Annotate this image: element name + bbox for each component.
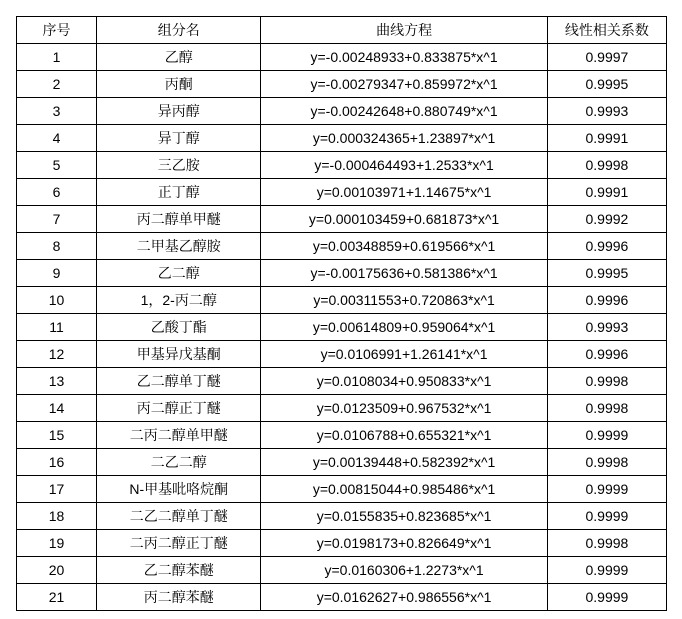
cell-index: 9 (17, 260, 97, 287)
table-row (17, 71, 667, 98)
cell-index: 10 (17, 287, 97, 314)
cell-correlation: 0.9993 (547, 314, 666, 341)
cell-correlation: 0.9999 (547, 584, 666, 611)
cell-index: 6 (17, 179, 97, 206)
cell-equation: y=0.00103971+1.14675*x^1 (261, 179, 547, 206)
cell-index: 15 (17, 422, 97, 449)
cell-component: 二丙二醇正丁醚 (97, 530, 261, 557)
cell-correlation: 0.9999 (547, 503, 666, 530)
cell-correlation: 0.9997 (547, 44, 666, 71)
table-row (17, 503, 667, 530)
cell-correlation: 0.9999 (547, 422, 666, 449)
cell-correlation: 0.9996 (547, 341, 666, 368)
cell-equation: y=0.00311553+0.720863*x^1 (261, 287, 547, 314)
cell-component: 甲基异戊基酮 (97, 341, 261, 368)
cell-correlation: 0.9995 (547, 260, 666, 287)
cell-index: 2 (17, 71, 97, 98)
cell-equation: y=0.00815044+0.985486*x^1 (261, 476, 547, 503)
cell-index: 21 (17, 584, 97, 611)
header-index: 序号 (17, 17, 97, 44)
cell-equation: y=0.0123509+0.967532*x^1 (261, 395, 547, 422)
cell-index: 8 (17, 233, 97, 260)
cell-index: 4 (17, 125, 97, 152)
cell-correlation: 0.9998 (547, 368, 666, 395)
cell-equation: y=0.00614809+0.959064*x^1 (261, 314, 547, 341)
cell-index: 7 (17, 206, 97, 233)
table-row (17, 125, 667, 152)
cell-equation: y=0.000103459+0.681873*x^1 (261, 206, 547, 233)
cell-index: 17 (17, 476, 97, 503)
cell-index: 19 (17, 530, 97, 557)
cell-equation: y=-0.000464493+1.2533*x^1 (261, 152, 547, 179)
table-row (17, 179, 667, 206)
cell-correlation: 0.9996 (547, 287, 666, 314)
table-row (17, 476, 667, 503)
header-row (17, 17, 667, 44)
table-row (17, 341, 667, 368)
cell-equation: y=0.0162627+0.986556*x^1 (261, 584, 547, 611)
cell-equation: y=-0.00279347+0.859972*x^1 (261, 71, 547, 98)
cell-component: 1，2-丙二醇 (97, 287, 261, 314)
cell-component: 异丁醇 (97, 125, 261, 152)
cell-index: 3 (17, 98, 97, 125)
table-row (17, 584, 667, 611)
header-component: 组分名 (97, 17, 261, 44)
cell-component: 乙二醇 (97, 260, 261, 287)
table-row (17, 287, 667, 314)
cell-correlation: 0.9999 (547, 557, 666, 584)
cell-index: 18 (17, 503, 97, 530)
cell-component: 三乙胺 (97, 152, 261, 179)
table-row (17, 314, 667, 341)
cell-equation: y=0.0106991+1.26141*x^1 (261, 341, 547, 368)
cell-component: 正丁醇 (97, 179, 261, 206)
cell-index: 13 (17, 368, 97, 395)
cell-equation: y=0.000324365+1.23897*x^1 (261, 125, 547, 152)
cell-component: 乙二醇苯醚 (97, 557, 261, 584)
table-row (17, 206, 667, 233)
cell-correlation: 0.9995 (547, 71, 666, 98)
cell-component: 丙酮 (97, 71, 261, 98)
calibration-table (16, 16, 667, 611)
cell-equation: y=0.00348859+0.619566*x^1 (261, 233, 547, 260)
cell-equation: y=0.00139448+0.582392*x^1 (261, 449, 547, 476)
cell-component: N-甲基吡咯烷酮 (97, 476, 261, 503)
table-body (17, 44, 667, 611)
header-correlation: 线性相关系数 (547, 17, 666, 44)
cell-component: 乙酸丁酯 (97, 314, 261, 341)
cell-equation: y=0.0155835+0.823685*x^1 (261, 503, 547, 530)
table-row (17, 260, 667, 287)
cell-index: 11 (17, 314, 97, 341)
cell-component: 二乙二醇 (97, 449, 261, 476)
table-row (17, 395, 667, 422)
cell-correlation: 0.9991 (547, 125, 666, 152)
cell-equation: y=-0.00175636+0.581386*x^1 (261, 260, 547, 287)
table-row (17, 449, 667, 476)
table-row (17, 530, 667, 557)
cell-index: 1 (17, 44, 97, 71)
table-row (17, 98, 667, 125)
cell-equation: y=-0.00248933+0.833875*x^1 (261, 44, 547, 71)
cell-equation: y=0.0108034+0.950833*x^1 (261, 368, 547, 395)
cell-index: 12 (17, 341, 97, 368)
cell-correlation: 0.9998 (547, 395, 666, 422)
table-row (17, 233, 667, 260)
table-row (17, 44, 667, 71)
cell-correlation: 0.9991 (547, 179, 666, 206)
cell-correlation: 0.9998 (547, 152, 666, 179)
header-equation: 曲线方程 (261, 17, 547, 44)
cell-component: 丙二醇苯醚 (97, 584, 261, 611)
cell-correlation: 0.9998 (547, 530, 666, 557)
table-row (17, 152, 667, 179)
cell-index: 16 (17, 449, 97, 476)
cell-component: 乙醇 (97, 44, 261, 71)
cell-equation: y=0.0198173+0.826649*x^1 (261, 530, 547, 557)
cell-component: 丙二醇单甲醚 (97, 206, 261, 233)
cell-component: 二甲基乙醇胺 (97, 233, 261, 260)
table-row (17, 368, 667, 395)
cell-correlation: 0.9993 (547, 98, 666, 125)
cell-equation: y=-0.00242648+0.880749*x^1 (261, 98, 547, 125)
table-row (17, 557, 667, 584)
table-row (17, 422, 667, 449)
cell-correlation: 0.9996 (547, 233, 666, 260)
cell-index: 5 (17, 152, 97, 179)
cell-correlation: 0.9999 (547, 476, 666, 503)
cell-component: 乙二醇单丁醚 (97, 368, 261, 395)
cell-component: 丙二醇正丁醚 (97, 395, 261, 422)
cell-component: 二乙二醇单丁醚 (97, 503, 261, 530)
cell-correlation: 0.9992 (547, 206, 666, 233)
cell-component: 异丙醇 (97, 98, 261, 125)
cell-index: 14 (17, 395, 97, 422)
table-header (17, 17, 667, 44)
cell-equation: y=0.0160306+1.2273*x^1 (261, 557, 547, 584)
cell-index: 20 (17, 557, 97, 584)
cell-correlation: 0.9998 (547, 449, 666, 476)
cell-equation: y=0.0106788+0.655321*x^1 (261, 422, 547, 449)
cell-component: 二丙二醇单甲醚 (97, 422, 261, 449)
